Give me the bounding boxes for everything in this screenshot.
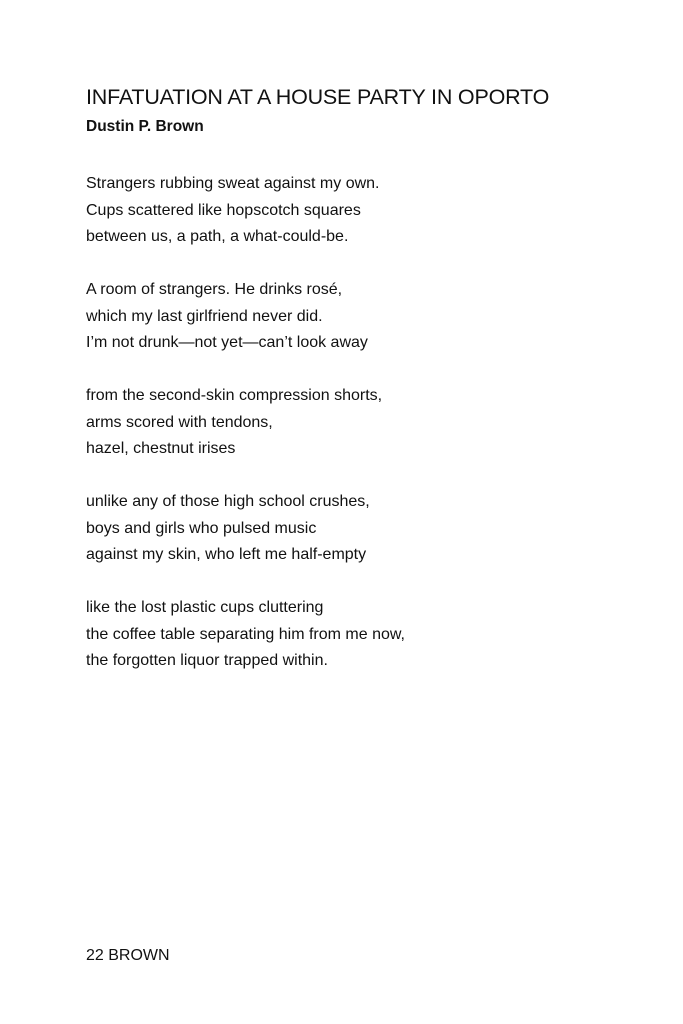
stanza-1 [86,171,646,251]
poem-line: Strangers rubbing sweat against my own. [86,175,380,192]
stanza-2 [86,277,646,357]
poem-line: against my skin, who left me half-empty [86,546,367,563]
page-footer: 22 BROWN [86,947,170,964]
stanza-4 [86,489,646,569]
poem-line: Cups scattered like hopscotch squares [86,201,361,219]
poem-line: the forgotten liquor trapped within. [86,652,328,669]
stanza-3 [86,383,646,463]
poem-line: like the lost plastic cups cluttering [86,599,324,616]
poem-line: boys and girls who pulsed music [86,519,317,537]
stanza-5 [86,595,646,675]
poem-line: I’m not drunk—not yet—can’t look away [86,334,368,351]
poem-body [86,171,646,701]
poem-line: arms scored with tendons, [86,413,273,431]
poem-line: the coffee table separating him from me now, [86,625,405,643]
poem-line: between us, a path, a what-could-be. [86,228,349,245]
poem-line: unlike any of those high school crushes, [86,493,370,510]
poem-title: INFATUATION AT A HOUSE PARTY IN OPORTO [86,85,550,109]
poem-line: A room of strangers. He drinks rosé, [86,281,343,298]
poem-author: Dustin P. Brown [86,118,204,135]
poem-line: which my last girlfriend never did. [86,307,323,325]
poem-line: from the second-skin compression shorts, [86,387,383,404]
poem-line: hazel, chestnut irises [86,440,236,457]
